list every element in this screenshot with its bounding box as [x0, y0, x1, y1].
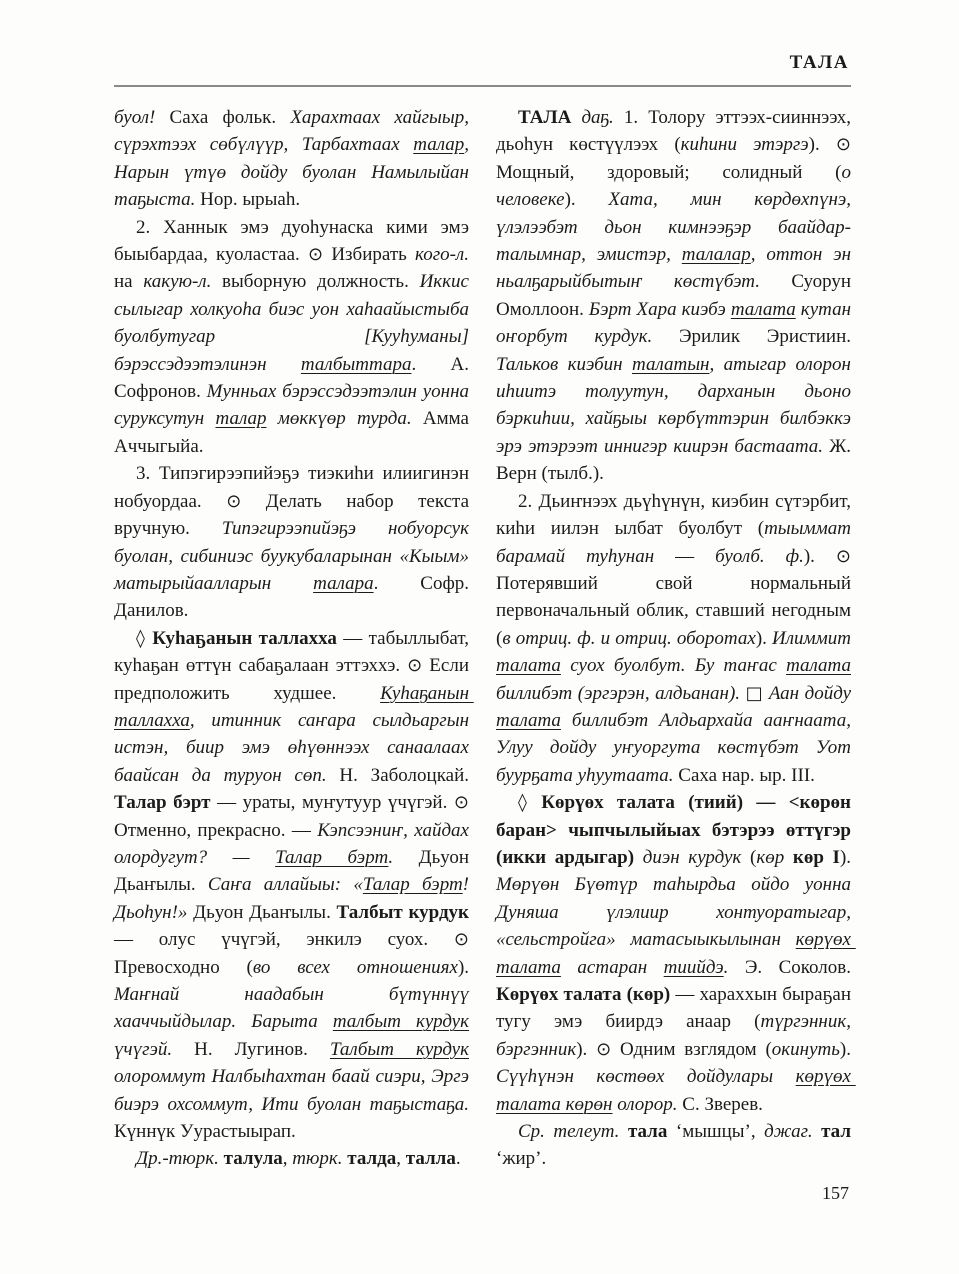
text-run: Избирать	[323, 244, 416, 266]
paragraph	[114, 214, 474, 461]
text-run: Э. Соколов.	[728, 956, 856, 978]
text-run: , итинник саҥара сылдьаргын истэн, биир эмэ өһүөннээх санаалаах баайсан да туруон сөп.	[114, 709, 474, 786]
header-rule	[114, 85, 851, 87]
text-run: Типэгирээпийэҕэ нобуорсук буолан, сибиниэс буукубаларынан «Кыым» матырыйаалларын	[114, 518, 474, 594]
text-run: астаран	[560, 956, 664, 978]
text-run: Талбыт курдук	[329, 1038, 470, 1060]
text-run: көр I	[792, 846, 840, 868]
text-run: Куһаҕанын таллахха	[152, 627, 337, 649]
text-run: 2. Дьиҥнээх дьүһүнүн, киэбин сүтэрбит, киһи иилэн ылбат буолбут (	[496, 490, 856, 540]
text-run: ,	[282, 1148, 293, 1170]
text-run: Талар бэрт	[362, 874, 463, 896]
text-run: талара	[313, 572, 374, 594]
text-run: диэн курдук	[642, 846, 742, 868]
dictionary-symbol: ⊙	[596, 1038, 612, 1060]
text-run: Эрилик Эристиин.	[652, 326, 856, 348]
paragraph	[496, 104, 856, 488]
text-run: .	[723, 956, 729, 978]
paragraph	[114, 104, 474, 214]
text-run: Если предположить худшее.	[114, 655, 474, 704]
text-run: Талбыт курдук	[336, 901, 470, 923]
text-run: в отриц. ф. и отриц. оборотах	[502, 627, 756, 649]
text-run	[634, 847, 643, 868]
paragraph	[496, 488, 856, 789]
text-run: Күннүк Уурастыырап.	[114, 1093, 474, 1143]
text-run: .	[388, 846, 394, 868]
text-run: ).	[564, 189, 609, 211]
dictionary-symbol: ⊙	[453, 929, 469, 951]
text-run: на	[114, 244, 474, 293]
text-run: Талар бэрт	[114, 792, 211, 814]
text-run: талар	[413, 134, 465, 156]
text-run: Отменно, прекрасно. —	[114, 792, 474, 841]
text-run: С. Зверев.	[677, 1093, 763, 1115]
paragraph	[114, 625, 474, 1146]
paragraph	[496, 1118, 856, 1173]
text-run: талбыттара	[300, 353, 412, 375]
text-run: . А. Софронов.	[114, 353, 474, 403]
text-run: ‘мышцы’,	[667, 1121, 765, 1143]
text-run: Мөрүөн Бүөтүр таһырдьа ойдо уонна Дуняша үлэлиир хонтуоратыгар, «сельстройга» матасыыкылынан	[496, 874, 856, 951]
text-run: олорор.	[612, 1093, 678, 1115]
right-column	[496, 104, 856, 1173]
text-run: выборную должность.	[211, 271, 420, 293]
text-run: .	[455, 1148, 461, 1170]
text-run: талата	[496, 709, 561, 731]
text-run: ! Дьоһун!»	[114, 874, 474, 923]
text-run: 2. Ханнык эмэ дуоһунаска кими эмэ быыбардаа, куоластаа.	[114, 216, 474, 266]
text-run: Одним взглядом (	[611, 1038, 772, 1060]
text-run: Илиммит	[772, 627, 856, 649]
text-run	[571, 107, 581, 128]
text-run: Превосходно (	[114, 929, 474, 978]
text-run: — табыллыбат, куһаҕан өттүн сабаҕалаан эттэххэ.	[114, 627, 474, 677]
paragraph	[496, 789, 856, 1118]
text-run: о человеке	[496, 161, 856, 211]
text-run: талбыт курдук	[332, 1011, 470, 1033]
text-run: Аан дойду	[768, 682, 856, 704]
text-run: Иккис сылыгар холкуоһа биэс уон хаһаайыстыба буолбутугар [Кууһуманы] бэрэссэдээтэлинэн	[114, 271, 474, 375]
dictionary-symbol: ⊙	[835, 134, 852, 156]
text-run: , оттон эн ньалҕарыйбытыҥ көстүбэт.	[496, 244, 856, 293]
text-run: ).	[457, 956, 474, 978]
text-run: ).	[808, 134, 836, 156]
dictionary-symbol: ⊙	[226, 490, 242, 512]
text-run: джаг.	[764, 1121, 813, 1143]
text-run: талатын	[632, 353, 710, 375]
text-run: ).	[576, 1038, 597, 1060]
text-run: ‘жир’.	[496, 1121, 856, 1170]
text-run: биллибэт (эргэрэн, алдьанан).	[496, 655, 856, 704]
text-run: тал	[821, 1121, 852, 1143]
text-run: Потерявший свой нормальный первоначальный облик, ставший негодным (	[496, 545, 856, 649]
left-column	[114, 104, 474, 1173]
dictionary-symbol: ◊	[518, 792, 542, 814]
text-run: 1. Толору эттээх-сииннээх, дьоһун көстүүлээх (	[496, 107, 856, 156]
text-run: ).	[839, 846, 856, 868]
text-run: талата	[786, 655, 851, 677]
text-run: кутан оҥорбут курдук.	[496, 298, 856, 348]
text-run: талалар	[681, 244, 751, 266]
text-run: талата	[730, 298, 796, 320]
text-run: тала	[627, 1121, 668, 1143]
text-run	[784, 847, 793, 868]
text-columns	[114, 104, 856, 1173]
text-run: Бэрт Хара киэбэ	[588, 298, 731, 320]
text-run: Маҥнай наадабын бүтүннүү хааччыйдылар. Барыта	[114, 984, 474, 1033]
text-run: Саха фольк.	[169, 107, 291, 128]
text-run: талула	[223, 1148, 283, 1170]
text-run: во всех отношениях	[252, 956, 458, 978]
text-run: — хараххын быраҕан тугу эмэ биирдэ анаар (	[496, 984, 856, 1033]
dictionary-symbol: ⊙	[453, 792, 469, 814]
text-run: көрүөх талата	[496, 929, 856, 978]
text-run: — ураты, муҥутуур үчүгэй.	[210, 792, 454, 814]
text-run: талар	[215, 408, 267, 430]
text-run: Ср. телеут.	[518, 1121, 628, 1143]
paragraph	[114, 1145, 469, 1172]
text-run: киһини этэргэ	[680, 134, 809, 156]
text-run: Амма Аччыгыйа.	[114, 408, 474, 457]
text-run: (	[741, 846, 757, 868]
text-run: 3. Типэгирээпийэҕэ тиэкиһи илиигинэн нобуордаа.	[114, 463, 474, 512]
text-run: . Софр. Данилов.	[114, 572, 474, 622]
text-run: Н. Лугинов.	[172, 1038, 330, 1060]
text-run: Харахтаах хайгыыр, сүрэхтээх сөбүлүүр, Тарбахтаах	[114, 107, 474, 156]
text-run: суох буолбут. Бу таҥас	[560, 655, 787, 677]
text-run: талата	[496, 655, 561, 677]
text-run: мөккүөр турда.	[266, 408, 412, 430]
text-run: талла	[405, 1148, 456, 1170]
dictionary-symbol: ⊙	[407, 655, 423, 677]
text-run: —	[654, 545, 716, 567]
text-run: Н. Заболоцкай.	[326, 764, 474, 786]
running-head: ТАЛА	[789, 52, 849, 73]
text-run: Сүүһүнэн көстөөх дойдулары	[496, 1066, 796, 1088]
page-number: 157	[822, 1183, 849, 1203]
dictionary-symbol: ⊙	[835, 545, 851, 567]
text-run: ТАЛА	[518, 107, 572, 128]
text-run: ).	[755, 627, 773, 649]
text-run: Нор. ырыаһ.	[195, 189, 301, 211]
paragraph	[114, 460, 474, 624]
dictionary-symbol: ◊	[136, 627, 153, 649]
text-run: ).	[839, 1038, 856, 1060]
text-run: Куһаҕанын таллахха	[114, 682, 474, 731]
text-run: буолб. ф.	[715, 545, 804, 567]
text-run: окинуть	[771, 1038, 840, 1060]
text-run: даҕ.	[581, 107, 614, 128]
text-run: буол!	[114, 107, 170, 128]
text-run: ,	[396, 1148, 406, 1170]
text-run: , атыгар олорон иһиитэ толуутун, дарханын дьоно бэркиһии, хайҕыы көрбүттэрин билбэккэ эрэ этэрээт иннигэр киирэн бастаата.	[496, 353, 856, 457]
text-run: талда	[347, 1148, 397, 1170]
text-run: түргэнник, бэргэнник	[496, 1011, 856, 1060]
text-run: Саха нар. ыр. III.	[673, 764, 815, 786]
text-run: , Нарын үтүө дойду буолан Намылыйан таҕыста.	[114, 134, 474, 211]
text-run: кого-л.	[415, 244, 469, 266]
text-run: Хата, мин көрдөхпүнэ, үлэлээбэт дьон кимнээҕэр баайдар-талымнар, эмистэр,	[496, 189, 856, 266]
text-run: Көрүөх талата (көр)	[496, 984, 671, 1005]
dictionary-symbol: ⊙	[308, 244, 324, 266]
text-run: Саҥа аллайыы: «	[207, 874, 363, 896]
text-run: Др.-тюрк.	[136, 1148, 224, 1170]
text-run	[813, 1121, 822, 1142]
text-run: Дьуон Дьаҥылы.	[114, 846, 474, 896]
text-run: Ж. Верн (тылб.).	[496, 435, 856, 485]
text-run: Суорун Омоллоон.	[496, 271, 856, 320]
text-run: көрүөх талата көрөн	[496, 1066, 856, 1115]
text-run: Талар бэрт	[275, 846, 389, 868]
text-run: Мощный, здоровый; солидный (	[496, 134, 856, 183]
text-run: биллибэт Алдьархайа ааҥнаата, Улуу дойду уҥуоргута көстүбэт Уот буурҕата уһуутаата.	[496, 709, 856, 786]
text-run: олороммут Налбыһахтан баай сиэри, Эргэ биэрэ охсоммут, Ити буолан таҕыстаҕа.	[114, 1038, 474, 1115]
text-run: үчүгэй.	[114, 1011, 474, 1060]
text-run: Мунньах бэрэссэдээтэлин уонна суруксутун	[114, 381, 474, 430]
text-run: Көрүөх талата (тиий) — <көрөн баран> чыпчылыйыах бэтэрээ өттүгэр (икки ардыгар)	[496, 792, 856, 868]
text-run: тиийдэ	[663, 956, 724, 978]
text-run: ).	[803, 545, 836, 567]
text-run: какую-л.	[143, 271, 212, 293]
text-run: көр	[756, 846, 785, 868]
dictionary-symbol: □	[745, 682, 764, 704]
text-run: Дьуон Дьаҥылы.	[187, 901, 337, 923]
text-run: Делать набор текста вручную.	[114, 490, 474, 540]
text-run: Тальков киэбин	[496, 353, 632, 375]
text-run: тыыммат барамай туһунан	[496, 518, 856, 567]
text-run: тюрк.	[292, 1148, 343, 1170]
text-run: Кэпсээниҥ, хайдах олордугут? —	[114, 819, 474, 868]
text-run: — олус үчүгэй, энкилэ суох.	[114, 901, 474, 951]
